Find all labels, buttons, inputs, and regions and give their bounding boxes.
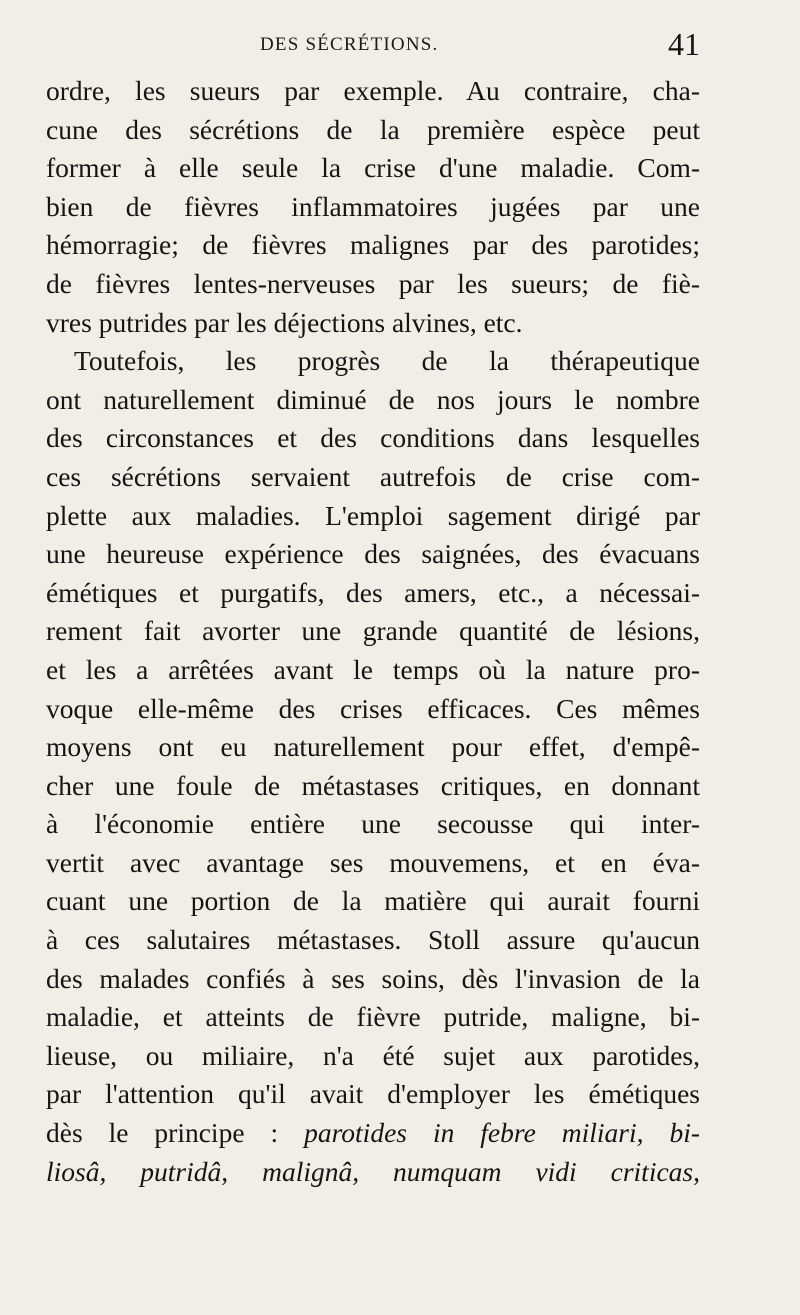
- text-line: lieuse, ou miliaire, n'a été sujet aux parotides,: [46, 1039, 700, 1071]
- text-line: former à elle seule la crise d'une maladie. Com-: [46, 152, 700, 184]
- text-line: cune des sécrétions de la première espèce peut: [46, 113, 700, 145]
- text-line: voque elle-même des crises efficaces. Ces mêmes: [46, 692, 700, 724]
- text-line: à l'économie entière une secousse qui inter-: [46, 808, 700, 840]
- roman-text: dès le principe :: [46, 1117, 305, 1149]
- text-line: bien de fièvres inflammatoires jugées par une: [46, 190, 700, 222]
- text-line: vertit avec avantage ses mouvemens, et en éva-: [46, 846, 700, 878]
- page-number: 41: [668, 26, 700, 62]
- text-line: ces sécrétions servaient autrefois de crise com-: [46, 460, 700, 492]
- text-line: moyens ont eu naturellement pour effet, d'empê-: [46, 731, 700, 763]
- body-text: [46, 72, 700, 1191]
- text-line-with-latin-quote: [46, 1114, 700, 1153]
- text-line: des circonstances et des conditions dans lesquelles: [46, 422, 700, 454]
- text-line: ordre, les sueurs par exemple. Au contraire, cha-: [46, 75, 700, 106]
- text-line: cher une foule de métastases critiques, en donnant: [46, 769, 700, 801]
- text-line: cuant une portion de la matière qui aurait fourni: [46, 885, 700, 917]
- text-line: plette aux maladies. L'emploi sagement dirigé par: [46, 499, 700, 531]
- paragraph-start-line: Toutefois, les progrès de la thérapeutique: [74, 345, 700, 377]
- page-header: [44, 26, 700, 64]
- text-line: de fièvres lentes-nerveuses par les sueurs; de fiè-: [46, 267, 700, 299]
- text-line: hémorragie; de fièvres malignes par des parotides;: [46, 229, 700, 261]
- text-line: vres putrides par les déjections alvines, etc.: [46, 306, 523, 338]
- text-line: des malades confiés à ses soins, dès l'invasion de la: [46, 962, 700, 994]
- text-line: rement fait avorter une grande quantité de lésions,: [46, 615, 700, 647]
- latin-quote-line: liosâ, putridâ, malignâ, numquam vidi criticas,: [46, 1155, 700, 1187]
- text-line: par l'attention qu'il avait d'employer les émétiques: [46, 1078, 700, 1110]
- running-title: DES SÉCRÉTIONS.: [260, 34, 439, 55]
- text-line: et les a arrêtées avant le temps où la nature pro-: [46, 653, 700, 685]
- text-line: ont naturellement diminué de nos jours le nombre: [46, 383, 700, 415]
- text-line: une heureuse expérience des saignées, des évacuans: [46, 538, 700, 570]
- text-line: émétiques et purgatifs, des amers, etc., a nécessai-: [46, 576, 700, 608]
- text-line: à ces salutaires métastases. Stoll assure qu'aucun: [46, 924, 700, 956]
- latin-quote: parotides in febre miliari, bi-: [304, 1117, 701, 1149]
- text-line: maladie, et atteints de fièvre putride, maligne, bi-: [46, 1001, 700, 1033]
